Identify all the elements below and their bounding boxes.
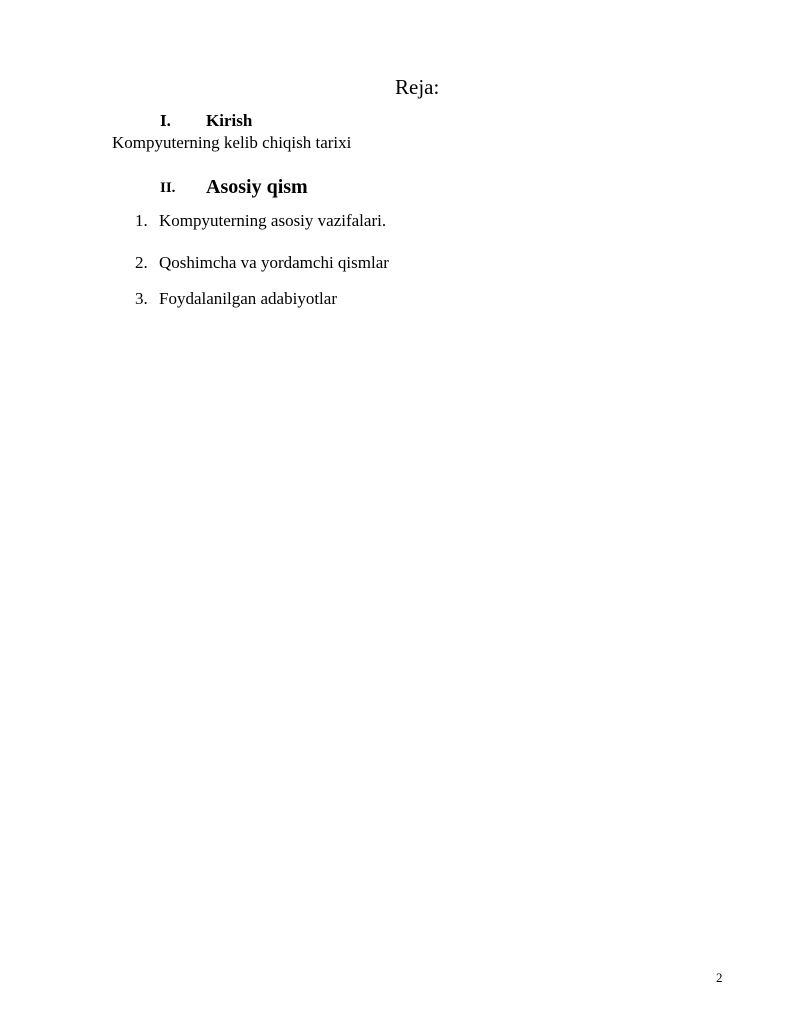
section-numeral: II.: [160, 180, 176, 196]
section-subtitle: Kompyuterning kelib chiqish tarixi: [112, 133, 352, 152]
list-item-number: 3.: [135, 289, 148, 308]
section-heading-text: Asosiy qism: [206, 176, 308, 198]
list-item-number: 1.: [135, 211, 148, 230]
section-numeral: I.: [160, 111, 171, 130]
section-heading-text: Kirish: [206, 111, 253, 130]
page-number: 2: [716, 970, 723, 985]
list-item-number: 2.: [135, 253, 148, 272]
list-item-text: Qoshimcha va yordamchi qismlar: [159, 253, 389, 272]
list-item-text: Foydalanilgan adabiyotlar: [159, 289, 337, 308]
page-title: Reja:: [395, 75, 440, 99]
list-item-text: Kompyuterning asosiy vazifalari.: [159, 211, 387, 230]
